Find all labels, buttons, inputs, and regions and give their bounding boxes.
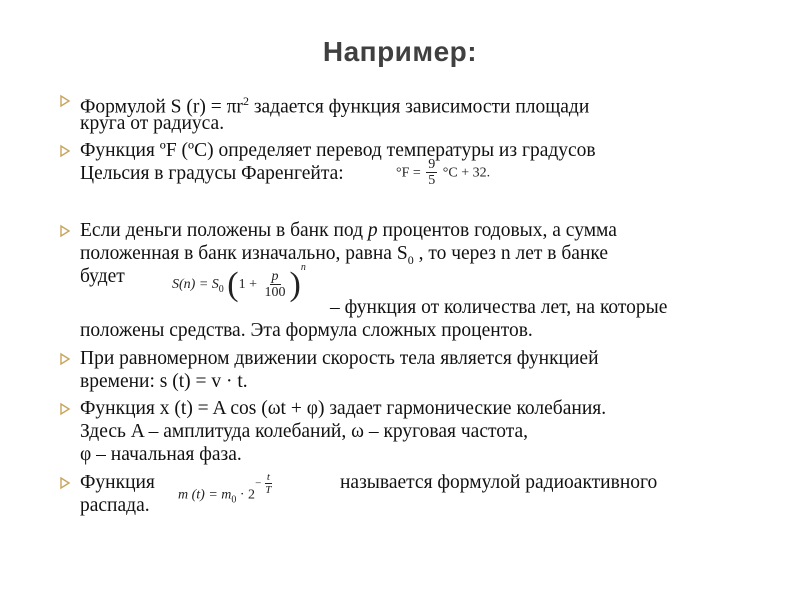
text-line: При равномерном движении скорость тела является функцией [80, 348, 599, 369]
text-line: Цельсия в градусы Фаренгейта: [80, 163, 344, 184]
text-line: Функция x (t) = A cos (ωt + φ) задает гармонические колебания. [80, 398, 607, 419]
bullet-icon [58, 402, 72, 416]
text-line: распада. [80, 495, 150, 516]
fahrenheit-formula: °F = $\frac{9}{5}$ °C + 32. [396, 157, 491, 188]
bullet-icon [58, 94, 72, 108]
text-line: Формулой S $(r) = \pi r^2$ задается функция зависимости площади [80, 94, 590, 118]
text-line: круга от радиуса. [80, 113, 225, 134]
text-line: времени: s (t) = v · t. [80, 371, 248, 392]
text-line: положены средства. Эта формула сложных процентов. [80, 320, 533, 341]
text-line: Функция ºF (ºC) определяет перевод температуры из градусов [80, 140, 596, 161]
slide-title: Например: [322, 36, 478, 67]
text-line: положенная в банк изначально, равна $S_0$ , то через n лет в банке [80, 243, 609, 267]
text-line: называется формулой радиоактивного [340, 472, 658, 493]
text-line: – функция от количества лет, на которые [330, 297, 668, 318]
radioactive-decay-formula: m $(t) = m_0 \cdot 2-$ $\frac{t}{T}$ [178, 471, 272, 506]
text-line: Здесь A – амплитуда колебаний, ω – круговая частота, [80, 421, 529, 442]
bullet-icon [58, 144, 72, 158]
text-line: Функция [80, 472, 155, 493]
text-line: φ – начальная фаза. [80, 444, 242, 465]
text-line: будет [80, 266, 125, 287]
bullet-icon [58, 352, 72, 366]
compound-interest-formula: $S(n) = S_0$ (1 + $\frac{p}{100}$ )$^n$ [172, 262, 306, 303]
bullet-icon [58, 224, 72, 238]
bullet-icon [58, 476, 72, 490]
text-line: Если деньги положены в банк под p процентов годовых, а сумма [80, 220, 617, 241]
